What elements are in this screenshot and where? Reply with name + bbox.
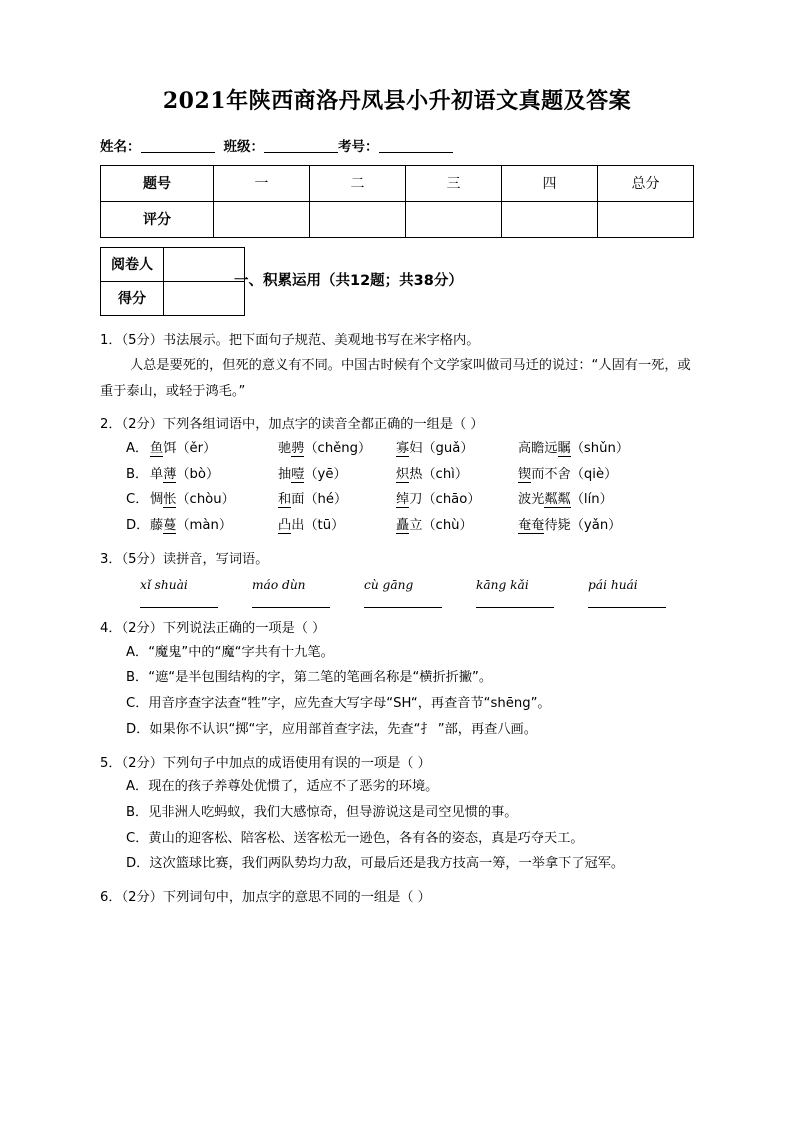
option-term-rest: 热（chì）: [409, 466, 469, 482]
score-input-cell[interactable]: [406, 201, 502, 237]
score-table-row-label: 题号: [101, 165, 214, 201]
option-c[interactable]: C．黄山的迎客松、陪客松、送客松无一逊色，各有各的姿态，真是巧夺天工。: [126, 830, 584, 846]
pinyin-item: máo dùn: [252, 578, 306, 593]
option-term-rest: 待毙（yǎn）: [544, 518, 622, 534]
option-letter: D．: [126, 518, 150, 534]
score-table: [100, 165, 694, 238]
question-2: [100, 415, 694, 538]
question-1: [100, 331, 694, 405]
marker-label: 得分: [101, 281, 164, 315]
option-term: [396, 462, 518, 488]
option-term-rest: 饵（ěr）: [163, 440, 217, 456]
question-stem: 6．（2分）下列词句中，加点字的意思不同的一组是（ ）: [100, 890, 431, 906]
table-row: [101, 165, 694, 201]
answer-blank[interactable]: [588, 606, 700, 608]
option-a[interactable]: A．“魔鬼”中的“魔“字共有十九笔。: [126, 644, 334, 660]
option-letter: A．: [126, 440, 149, 456]
section-header-row: [100, 247, 694, 319]
table-row: [101, 201, 694, 237]
question-stem: 2．（2分）下列各组词语中，加点字的读音全都正确的一组是（ ）: [100, 417, 484, 433]
option-term-rest: 妇（guǎ）: [409, 440, 474, 456]
option-term-pre: 波光: [518, 492, 545, 508]
question-stem: 3．（5分）读拼音，写词语。: [100, 551, 269, 567]
option-term-rest: （bò）: [176, 466, 220, 482]
option-term-rest: （chěng）: [304, 440, 372, 456]
questions-list: [100, 331, 694, 909]
emphasis-mark: 矗: [396, 518, 410, 534]
question-5: [100, 754, 694, 877]
score-table-row-label: 评分: [101, 201, 214, 237]
option-term: [278, 487, 396, 513]
score-input-cell[interactable]: [502, 201, 598, 237]
emphasis-mark: 凸: [278, 518, 292, 534]
option-term-pre: 藤: [150, 518, 164, 534]
option-term: [150, 513, 278, 539]
emphasis-mark: 和: [278, 492, 292, 508]
option-c[interactable]: C．用音序查字法查“牲”字，应先查大写字母“SH“，再查音节“shēng”。: [126, 696, 551, 712]
option-a[interactable]: A．现在的孩子养尊处优惯了，适应不了恶劣的环境。: [126, 779, 439, 795]
emphasis-mark: 骋: [291, 440, 305, 456]
marker-input-cell[interactable]: [164, 247, 245, 281]
option-b[interactable]: B．“遮“是半包围结构的字，第二笔的笔画名称是“横折折撇”。: [126, 670, 493, 686]
emphasis-mark: 炽: [396, 466, 410, 482]
exam-no-label: 考号：: [338, 138, 379, 155]
score-input-cell[interactable]: [214, 201, 310, 237]
question-stem: 5．（2分）下列句子中加点的成语使用有误的一项是（ ）: [100, 755, 431, 771]
pinyin-item: pái huái: [588, 578, 638, 593]
option-term-rest: （yē）: [304, 466, 347, 482]
option-d[interactable]: D．这次篮球比赛，我们两队势均力敌，可最后还是我方技高一筹，一举拿下了冠军。: [126, 856, 625, 872]
question-6: [100, 888, 694, 908]
option-d[interactable]: [100, 513, 694, 539]
emphasis-mark: 怅: [163, 492, 177, 508]
option-term-rest: （shǔn）: [570, 440, 630, 456]
option-term: [396, 487, 518, 513]
score-table-cell: 三: [406, 165, 502, 201]
option-term: [396, 513, 518, 539]
emphasis-mark: 奄奄: [518, 518, 545, 534]
marker-label: 阅卷人: [101, 247, 164, 281]
option-term-rest: 立（chù）: [409, 518, 473, 534]
option-term: [150, 487, 278, 513]
option-term-pre: 惆: [150, 492, 164, 508]
option-term: [518, 436, 629, 462]
option-term-rest: （lín）: [570, 492, 613, 508]
name-blank[interactable]: [141, 139, 215, 153]
option-term: [396, 436, 518, 462]
score-table-cell: 四: [502, 165, 598, 201]
page-title: 2021年陕西商洛丹凤县小升初语文真题及答案: [162, 88, 632, 114]
emphasis-mark: 瞩: [557, 440, 571, 456]
answer-blank[interactable]: [364, 606, 476, 608]
class-field: [224, 139, 339, 155]
option-letter: C．: [126, 492, 149, 508]
marker-box: [100, 247, 245, 316]
identity-line: [100, 135, 694, 155]
name-label: 姓名：: [100, 138, 141, 155]
question-stem: 1．（5分）书法展示。把下面句子规范、美观地书写在米字格内。: [100, 332, 480, 348]
emphasis-mark: 粼粼: [544, 492, 571, 508]
option-term-rest: （chòu）: [176, 492, 235, 508]
class-blank[interactable]: [264, 139, 338, 153]
emphasis-mark: 寡: [396, 440, 410, 456]
question-3: [100, 550, 694, 608]
option-b[interactable]: B．见非洲人吃蚂蚁，我们大感惊奇，但导游说这是司空见惯的事。: [126, 804, 518, 820]
pinyin-item: cù gāng: [364, 578, 414, 593]
pinyin-row: [100, 578, 694, 592]
score-table-cell: 一: [214, 165, 310, 201]
option-term: [278, 462, 396, 488]
option-term-pre: 驰: [278, 440, 292, 456]
option-term: [150, 462, 278, 488]
answer-blank-row: [100, 606, 694, 608]
marker-input-cell[interactable]: [164, 281, 245, 315]
option-term-rest: 而不舍（qiè）: [531, 466, 618, 482]
table-row: [101, 247, 245, 281]
option-b[interactable]: [100, 462, 694, 488]
option-letter: B．: [126, 466, 149, 482]
emphasis-mark: 噎: [291, 466, 305, 482]
emphasis-mark: 鱼: [150, 440, 164, 456]
pinyin-item: xǐ shuài: [140, 578, 188, 593]
option-c[interactable]: [100, 487, 694, 513]
emphasis-mark: 锲: [518, 466, 532, 482]
option-term: [278, 513, 396, 539]
option-term-rest: 刀（chāo）: [409, 492, 481, 508]
emphasis-mark: 蔓: [163, 518, 177, 534]
exam-no-field: [338, 139, 453, 155]
option-term-pre: 抽: [278, 466, 292, 482]
option-a[interactable]: [100, 436, 694, 462]
score-table-cell: 总分: [598, 165, 694, 201]
name-field: [100, 139, 215, 155]
option-term: [518, 462, 617, 488]
option-term: [150, 436, 278, 462]
question-stem: 4．（2分）下列说法正确的一项是（ ）: [100, 621, 326, 637]
option-term: [518, 513, 621, 539]
table-row: [101, 281, 245, 315]
score-table-cell: 二: [310, 165, 406, 201]
exam-no-blank[interactable]: [379, 139, 453, 153]
question-body: 人总是要死的，但死的意义有不同。中国古时候有个文学家叫做司马迁的说过：“人固有一死，或重于泰山，或轻于鸿毛。”: [100, 357, 691, 399]
option-term-rest: （màn）: [176, 518, 233, 534]
option-term-pre: 单: [150, 466, 164, 482]
answer-blank[interactable]: [140, 606, 252, 608]
score-input-cell[interactable]: [310, 201, 406, 237]
option-d[interactable]: D．如果你不认识“掷“字，应用部首查字法，先查“扌 ”部，再查八画。: [126, 721, 537, 737]
option-term-rest: 面（hé）: [291, 492, 348, 508]
option-term: [278, 436, 396, 462]
class-label: 班级：: [223, 138, 264, 155]
option-term: [518, 487, 613, 513]
section-heading: 一、积累运用（共12题；共38分）: [234, 272, 463, 289]
emphasis-mark: 绰: [396, 492, 410, 508]
option-term-rest: 出（tū）: [291, 518, 345, 534]
emphasis-mark: 薄: [163, 466, 177, 482]
question-4: [100, 619, 694, 742]
answer-blank[interactable]: [252, 606, 364, 608]
pinyin-item: kāng kǎi: [476, 578, 529, 593]
answer-blank[interactable]: [476, 606, 588, 608]
score-input-cell[interactable]: [598, 201, 694, 237]
option-term-pre: 高瞻远: [518, 440, 558, 456]
